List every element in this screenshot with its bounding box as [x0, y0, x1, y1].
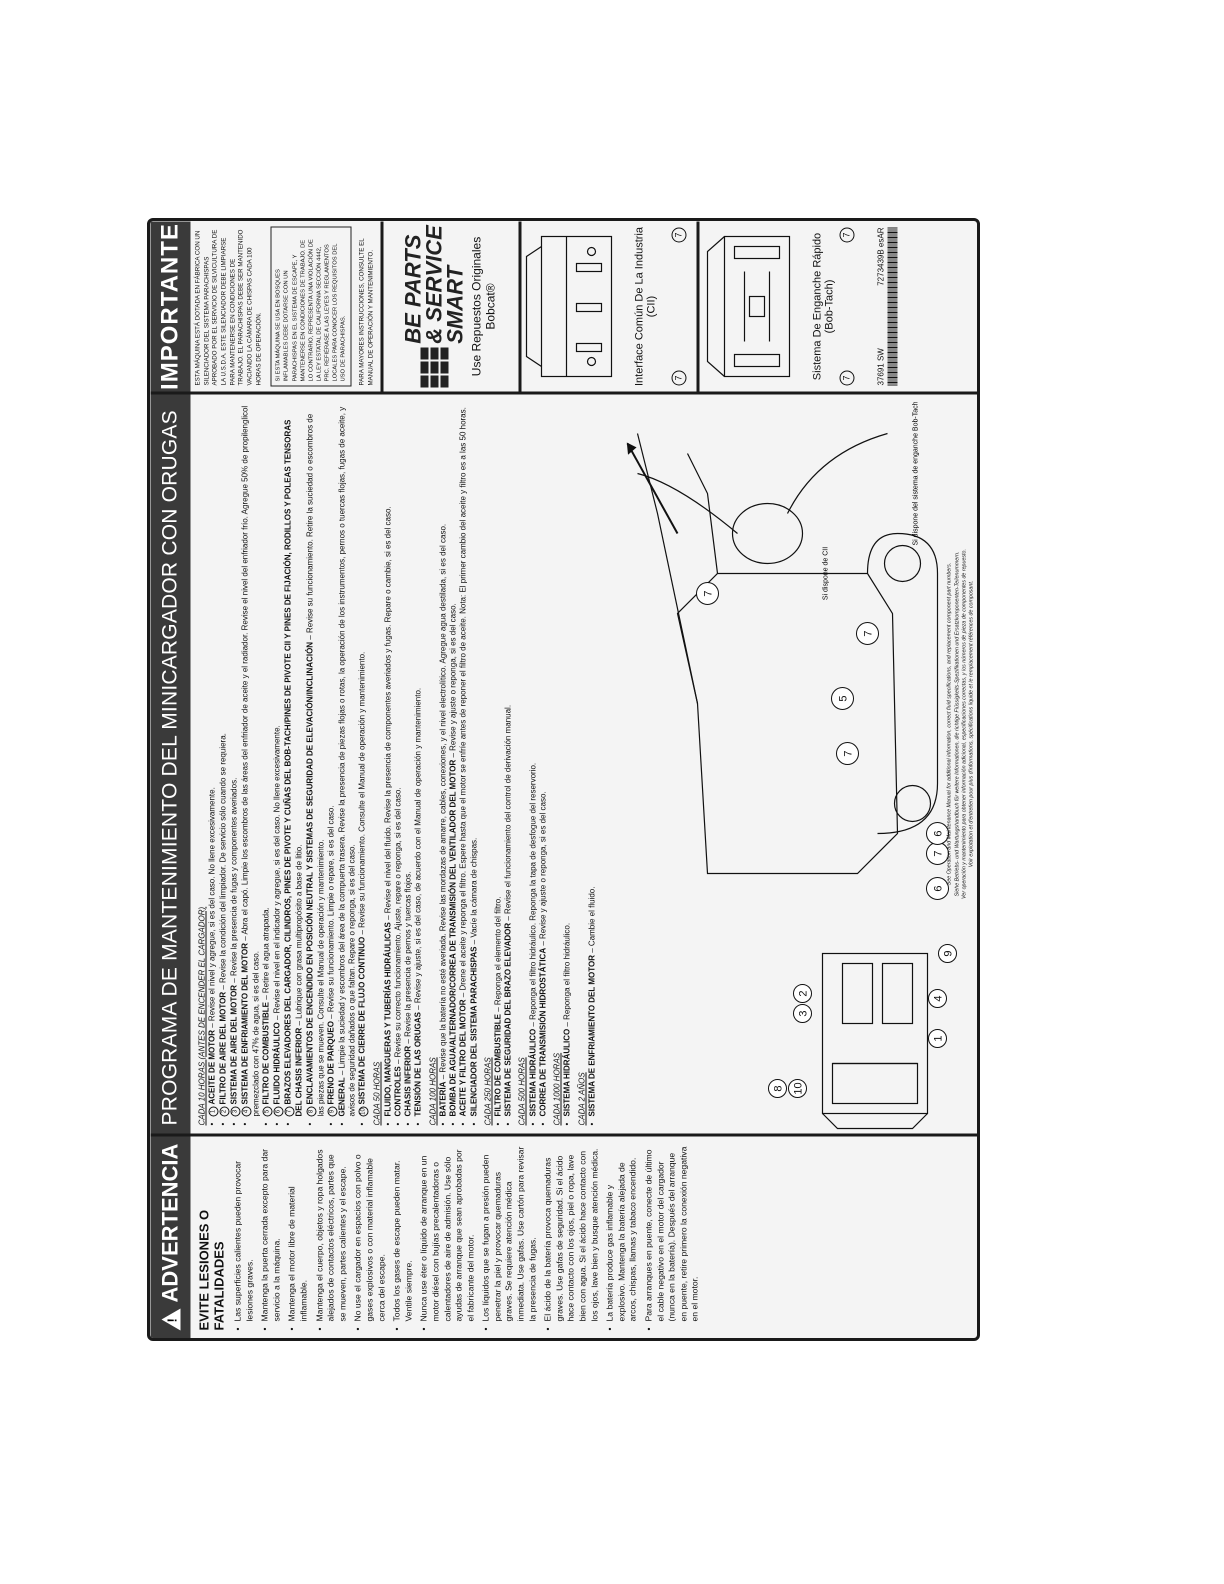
- schedule-item-text: – Lubrique con grasa multipropósito a base de litio.: [294, 844, 304, 1028]
- schedule-item-text: – Cambie el fluido.: [586, 886, 596, 955]
- warning-triangle-icon: !: [161, 1308, 180, 1330]
- schedule-item-label: SISTEMA DE ENFRIAMIENTO DEL MOTOR: [240, 942, 250, 1104]
- schedule-item: [357, 402, 368, 1125]
- cii-attachment-icon: [521, 221, 631, 391]
- maintenance-schedule: [190, 394, 597, 1133]
- schedule-item-label: FILTRO DE COMBUSTIBLE: [261, 1001, 271, 1104]
- schedule-item: [538, 402, 548, 1125]
- schedule-item: [229, 402, 240, 1125]
- advertencia-subtitle: EVITE LESIONES O FATALIDADES: [196, 1209, 226, 1330]
- schedule-section-heading: CADA 1000 HORAS: [552, 1052, 562, 1125]
- schedule-section-heading: CADA 100 HORAS: [427, 1056, 437, 1125]
- radiator-shape: [832, 1063, 917, 1103]
- bobtach-callout-right: 7: [839, 227, 854, 242]
- schedule-item-text: – Revise la presencia de fugas y componentes averiados.: [229, 777, 239, 985]
- schedule-item: [337, 402, 357, 1125]
- programa-title: PROGRAMA DE MANTENIMIENTO DEL MINICARGADOR CON ORUGAS: [158, 409, 181, 1125]
- parts-logo-panel: [380, 221, 518, 391]
- advertencia-item: • Los líquidos que se fugan a presión pueden penetrar la piel y provocar quemaduras graves. Se requiere atención médica inmediata. Use gafas. Use cartón para revisar la presencia de fugas.: [480, 1144, 538, 1330]
- schedule-item: [240, 402, 261, 1125]
- schedule-item: [528, 402, 538, 1125]
- schedule-item: [283, 402, 304, 1125]
- schedule-section-heading: CADA 50 HORAS: [372, 1061, 382, 1125]
- schedule-item-text: – Revise el nivel en el indicador y agregue, si es del caso. No llene excesivamente.: [272, 724, 282, 1022]
- advertencia-item: • El ácido de la batería provoca quemaduras graves. Use gafas de seguridad. Si el ácido hace contacto con los ojos, piel o ropa, lave bien con agua. Si el ácido hace contacto con los ojos, lave bien y busque atención médica.: [542, 1144, 600, 1330]
- bobtach-attachment-icon: [699, 221, 809, 391]
- svg-text:3: 3: [797, 1009, 809, 1017]
- code-left: 37691 SW: [875, 347, 885, 385]
- schedule-item-text: – Revise su funcionamiento. Consulte el Manual de operación y mantenimiento.: [357, 651, 367, 937]
- loader-diagram-svg: [617, 394, 977, 1133]
- schedule-item-label: FLUIDO HIDRÁULICO: [272, 1021, 282, 1104]
- barcode: [887, 227, 897, 385]
- svg-text:9: 9: [942, 949, 954, 957]
- bobtach-label: Sistema De Enganche Rápido (Bob-Tach): [810, 232, 836, 380]
- engine-top-view: [822, 953, 927, 1113]
- schedule-item-text: – Limpie la suciedad y escombros del área de la compuerta trasera. Revise la presencia de piezas flojas o rotas, la operación de los instrumentos, pernos o tuercas flojas, fugas de aceite, y avisos de seguridad dañados o que faltan. Repare o reponga, si es del caso.: [336, 406, 357, 1116]
- schedule-item-text: – Revise la presencia de pernos y tuercas flojos.: [403, 871, 413, 1046]
- programa-header: [150, 394, 190, 1133]
- schedule-item: [469, 402, 479, 1125]
- schedule-item-text: – Revise su funcionamiento. Retire la suciedad o escombros de las piezas que se mueven. Consulte el Manual de operación y mantenimiento.: [304, 413, 325, 1116]
- svg-text:5: 5: [837, 694, 849, 702]
- footnote-line: Voir explotation et d'entretien pour plus d'informations, spécifications liquide et le remplacement références de composant.: [967, 580, 974, 867]
- schedule-item-label: GENERAL: [336, 1076, 346, 1116]
- schedule-item-label: SILENCIADOR DEL SISTEMA PARACHISPAS: [468, 946, 478, 1116]
- callout-number: 7: [284, 1106, 294, 1116]
- schedule-item-label: FILTRO DE AIRE DEL MOTOR: [218, 991, 228, 1104]
- schedule-item-text: – Revise su correcto funcionamiento. Ajuste, repare o reponga, si es del caso.: [392, 786, 402, 1066]
- schedule-item: [448, 402, 458, 1125]
- schedule-item: [458, 402, 468, 1125]
- svg-text:8: 8: [772, 1084, 784, 1092]
- svg-text:7: 7: [842, 749, 854, 757]
- schedule-item-text: – Revise el nivel del fluido. Revise la presencia de componentes averiados y fugas. Repare o cambie, si es del caso.: [382, 505, 392, 922]
- cii-callout-right: 7: [671, 227, 686, 242]
- attachment-arrow: [627, 443, 677, 533]
- schedule-item-label: ACEITE Y FILTRO DEL MOTOR: [458, 998, 468, 1116]
- schedule-item-label: SISTEMA DE CIERRE DE FLUJO CONTINUO: [357, 936, 367, 1104]
- schedule-item: [562, 402, 572, 1125]
- part-codes: [874, 221, 885, 391]
- schedule-item-text: – Reponga el filtro hidráulico.: [562, 922, 572, 1029]
- svg-text:4: 4: [932, 994, 944, 1002]
- advertencia-item: • Para arranques en puente, conecte de último el cable negativo en el motor del cargador (nunca en la batería). Después del arranque en puente, retire primero la conexión negativa en el motor.: [643, 1144, 701, 1330]
- decal-rotated-content: [150, 221, 977, 1338]
- schedule-item-label: SISTEMA HIDRÁULICO: [527, 1028, 537, 1116]
- svg-text:1: 1: [932, 1034, 944, 1042]
- schedule-item: [272, 402, 283, 1125]
- schedule-item: [438, 402, 448, 1125]
- importante-box: SI ESTA MÁQUINA SE USA EN BOSQUES INFLAMABLES DEBE DOTARSE CON UN PARACHISPAS EN EL SISTEMA DE ESCAPE, Y MANTENERSE EN CONDICIONES DE TRABAJO. DE LO CONTRARIO, REPRESENTA UNA VIOLACIÓN DE LA LEY ESTATAL DE CALIFORNIA SECCIÓN 4442, PRC. REFIÉRASE A LAS LEYES Y REGLAMENTOS LOCALES PARA CONOCER LOS REQUISITOS DEL USO DE PARACHISPAS.: [270, 226, 351, 386]
- schedule-item: [218, 402, 229, 1125]
- schedule-item-label: SISTEMA DE SEGURIDAD DEL BRAZO ELEVADOR: [503, 922, 513, 1116]
- svg-text:6: 6: [932, 884, 944, 892]
- advertencia-item: • Todos los gases de escape pueden matar. Ventile siempre.: [391, 1144, 414, 1330]
- track-shape: [867, 533, 937, 833]
- schedule-item-label: ACEITE DE MOTOR: [207, 1029, 217, 1104]
- advertencia-title: ADVERTENCIA: [157, 1143, 182, 1302]
- engine-block-shape: [842, 963, 872, 1023]
- callout-number: 8: [306, 1106, 316, 1116]
- schedule-item-text: – Reponga el filtro hidráulico. Reponga la tapa de desfogue del reservorio.: [527, 762, 537, 1029]
- schedule-item: [493, 402, 503, 1125]
- footnote: [946, 404, 975, 1043]
- schedule-item-text: – Revise y ajuste o reponga, si es del caso.: [448, 602, 458, 760]
- schedule-item-label: CHASIS INFERIOR: [403, 1045, 413, 1116]
- schedule-item-text: – Retire el agua atrapada.: [261, 906, 271, 1002]
- bobtach-panel: [696, 221, 874, 391]
- advertencia-item: • Mantenga el cuerpo, objetos y ropa holgados alejados de contactos eléctricos, partes que se mueven, partes calientes y el escape.: [314, 1144, 349, 1330]
- schedule-item: [305, 402, 326, 1125]
- importante-header: [150, 221, 190, 391]
- svg-text:7: 7: [932, 849, 944, 857]
- callout-number: 10: [360, 1107, 367, 1115]
- callout-number: 9: [327, 1106, 337, 1116]
- schedule-item-text: – Revise que la batería no esté averiada. Revise las mordazas de amarre, cables, conexiones, y el nivel electrolítico. Agregue agua destilada, si es del caso.: [437, 523, 447, 1082]
- schedule-item: [503, 402, 513, 1125]
- schedule-item-label: TENSIÓN DE LAS ORUGAS: [413, 1011, 423, 1116]
- svg-text:6: 6: [932, 829, 944, 837]
- bobtach-detail-circle: [732, 503, 802, 563]
- parts-caption: Use Repuestos Originales Bobcat®: [468, 236, 497, 376]
- schedule-item-label: CORREA DE TRANSMISIÓN HIDROSTÁTICA: [537, 947, 547, 1116]
- advertencia-list: [228, 1136, 705, 1338]
- callout-number: 4: [241, 1106, 251, 1116]
- schedule-item-text: – Revise la condición del limpiador. De servicio sólo cuando se requiera.: [218, 732, 228, 992]
- schedule-item-label: BRAZOS ELEVADORES DEL CARGADOR, CILINDROS, PINES DE PIVOTE Y CUÑAS DEL BOB-TACH/PINES DE PIVOTE CII Y PINES DE FIJACIÓN, RODILLOS Y POLEAS TENSORAS DEL CHASIS INFERIOR: [283, 419, 304, 1116]
- schedule-item-label: ENCLAVAMIENTOS DE ENCENDIDO EN POSICIÓN NEUTRAL Y SISTEMAS DE SEGURIDAD DE ELEVACIÓN/INCLINACIÓN: [304, 641, 314, 1104]
- advertencia-item: • No use el cargador en espacios con polvo o gases explosivos o con material inflamable cerca del escape.: [352, 1144, 387, 1330]
- schedule-section-heading: CADA 250 HORAS: [482, 1056, 492, 1125]
- svg-text:7: 7: [862, 629, 874, 637]
- advertencia-item: • Nunca use éter o líquido de arranque en un motor diésel con bujías precalentadoras o calentadores de aire de admisión. Use sólo ayudas de arranque que sean aprobadas por el fabricante del motor.: [418, 1144, 476, 1330]
- schedule-item-label: FILTRO DE COMBUSTIBLE: [492, 1013, 502, 1116]
- maintenance-decal: [147, 218, 980, 1341]
- schedule-item-text: – Revise y ajuste, si es del caso, de acuerdo con el Manual de operación y mantenimiento.: [413, 687, 423, 1012]
- svg-text:10: 10: [792, 1081, 804, 1095]
- callout-number: 6: [273, 1106, 283, 1116]
- schedule-item-text: – Revise y ajuste o reponga, si es del caso.: [537, 790, 547, 948]
- schedule-section-heading: CADA 10 HORAS (ANTES DE ENCENDER EL CARGADOR): [197, 906, 206, 1125]
- right-column: [150, 221, 977, 391]
- schedule-item-text: – Revise su funcionamiento. Limpie o repare, si es del caso.: [325, 804, 335, 1021]
- importante-text: ESTA MÁQUINA ESTÁ DOTADA EN FÁBRICA CON UN SILENCIADOR DEL SISTEMA PARACHISPAS APROBADO POR EL SERVICIO DE SILVICULTURA DE LA U.S.D.A. ESTE SILENCIADOR DEBE LIMPIARSE PARA MANTENERSE EN CONDICIONES DE TRABAJO. EL PARACHISPAS DEBE SER MANTENIDO VACIANDO LA CÁMARA DE CHISPAS CADA 100 HORAS DE OPERACIÓN.: [194, 229, 262, 385]
- schedule-item-label: BATERÍA: [437, 1081, 447, 1116]
- schedule-item: [383, 402, 393, 1125]
- schedule-item: [261, 402, 272, 1125]
- programa-panel: [150, 391, 977, 1133]
- schedule-item: [207, 402, 218, 1125]
- schedule-section-heading: CADA 500 HORAS: [517, 1056, 527, 1125]
- callout-number: 5: [262, 1106, 272, 1116]
- cii-diagram-label: Si dispone de CII: [822, 546, 829, 600]
- bobtach-callout-left: 7: [839, 370, 854, 385]
- schedule-item: [403, 402, 413, 1125]
- svg-text:7: 7: [702, 589, 714, 597]
- callout-number: 1: [208, 1106, 218, 1116]
- schedule-item-label: CONTROLES: [392, 1065, 402, 1116]
- loader-diagram: [617, 394, 977, 1133]
- parts-logo-text: BE PARTS & SERVICE SMART: [400, 224, 467, 344]
- advertencia-item: • Las superficies calientes pueden provocar lesiones graves.: [232, 1144, 255, 1330]
- schedule-item-text: – Vacíe la cámara de chispas.: [468, 837, 478, 947]
- schedule-item: [393, 402, 403, 1125]
- bobcat-logo-icon: [420, 347, 448, 387]
- schedule-item-text: – Revise el funcionamiento del control de derivación manual.: [503, 704, 513, 923]
- bobtach-diagram-label: Si dispone del sistema de enganche Bob-Tach: [912, 401, 919, 545]
- advertencia-item: • Mantenga el motor libre de material inflamable.: [286, 1144, 309, 1330]
- footnote-line: See Operation and Maintenance Manual for additional information, correct fluid specifications, and replacement component part numbers.: [946, 562, 953, 885]
- footnote-line: Ver operación y mantenimiento para obtener información adicional, especificaciones correctas, y los números de pieza de componentes de repuesto.: [960, 548, 967, 899]
- schedule-item-text: – Reponga el elemento del filtro.: [492, 896, 502, 1014]
- schedule-item: [587, 402, 597, 1125]
- advertencia-panel: [150, 1133, 977, 1338]
- importante-title: IMPORTANTE: [156, 222, 183, 390]
- schedule-item-label: SISTEMA DE AIRE DEL MOTOR: [229, 984, 239, 1104]
- schedule-item-label: SISTEMA DE ENFRIAMIENTO DEL MOTOR: [586, 954, 596, 1116]
- cii-panel: [518, 221, 696, 391]
- schedule-item-label: FRENO DE PARQUEO: [325, 1020, 335, 1104]
- advertencia-header: [150, 1136, 190, 1338]
- schedule-item-label: SISTEMA HIDRÁULICO: [562, 1028, 572, 1116]
- schedule-item-label: BOMBA DE AGUA/ALTERNADOR/CORREA DE TRANSMISIÓN DEL VENTILADOR DEL MOTOR: [448, 759, 458, 1116]
- schedule-item: [326, 402, 337, 1125]
- advertencia-item: • Mantenga la puerta cerrada excepto para dar servicio a la máquina.: [259, 1144, 282, 1330]
- callout-number: 3: [230, 1106, 240, 1116]
- schedule-item-text: – Abra el capó. Limpie los escombros de las áreas del enfriador de aceite y el radiador. Revise el nivel del enfriador frío. Agregue 50% de propilenglicol premezclado con 47% de agua, si es del caso.: [240, 405, 261, 1116]
- footnote-line: Siehe Betriebs- und Wartungshandbuch für weitere Informationen, die richtige Flüssigkeits-Spezifikationen und Ersatzkomponenten-Teilenummern.: [953, 551, 960, 896]
- cii-label: Interface Común De La Industria (CII): [632, 226, 658, 386]
- cii-callout-left: 7: [671, 370, 686, 385]
- schedule-item-label: FLUIDO, MANGUERAS Y TUBERÍAS HIDRÁULICAS: [382, 921, 392, 1116]
- callout-number: 2: [219, 1106, 229, 1116]
- schedule-item-text: – Drene el aceite y reponga el filtro. Espere hasta que el motor se enfríe antes de reponer el filtro de aceite. Nota: El primer cambio del aceite y filtro es a las 50 horas.: [458, 406, 468, 999]
- loader-body-shape: [677, 573, 897, 873]
- code-right: 7273439B esAR: [875, 227, 885, 286]
- schedule-item: [413, 402, 423, 1125]
- svg-text:2: 2: [797, 989, 809, 997]
- importante-footer: PARA MAYORES INSTRUCCIONES, CONSULTE EL MANUAL DE OPERACIÓN Y MANTENIMIENTO.: [358, 238, 375, 385]
- schedule-section-heading: CADA 2 AÑOS: [576, 1071, 586, 1125]
- schedule-item-text: – Revise el nivel y agregue, si es del caso. No llene excesivamente.: [207, 786, 217, 1030]
- advertencia-item: • La batería produce gas inflamable y explosivo. Mantenga la batería alejada de arcos, chispas, llamas y tabaco encendido.: [604, 1144, 639, 1330]
